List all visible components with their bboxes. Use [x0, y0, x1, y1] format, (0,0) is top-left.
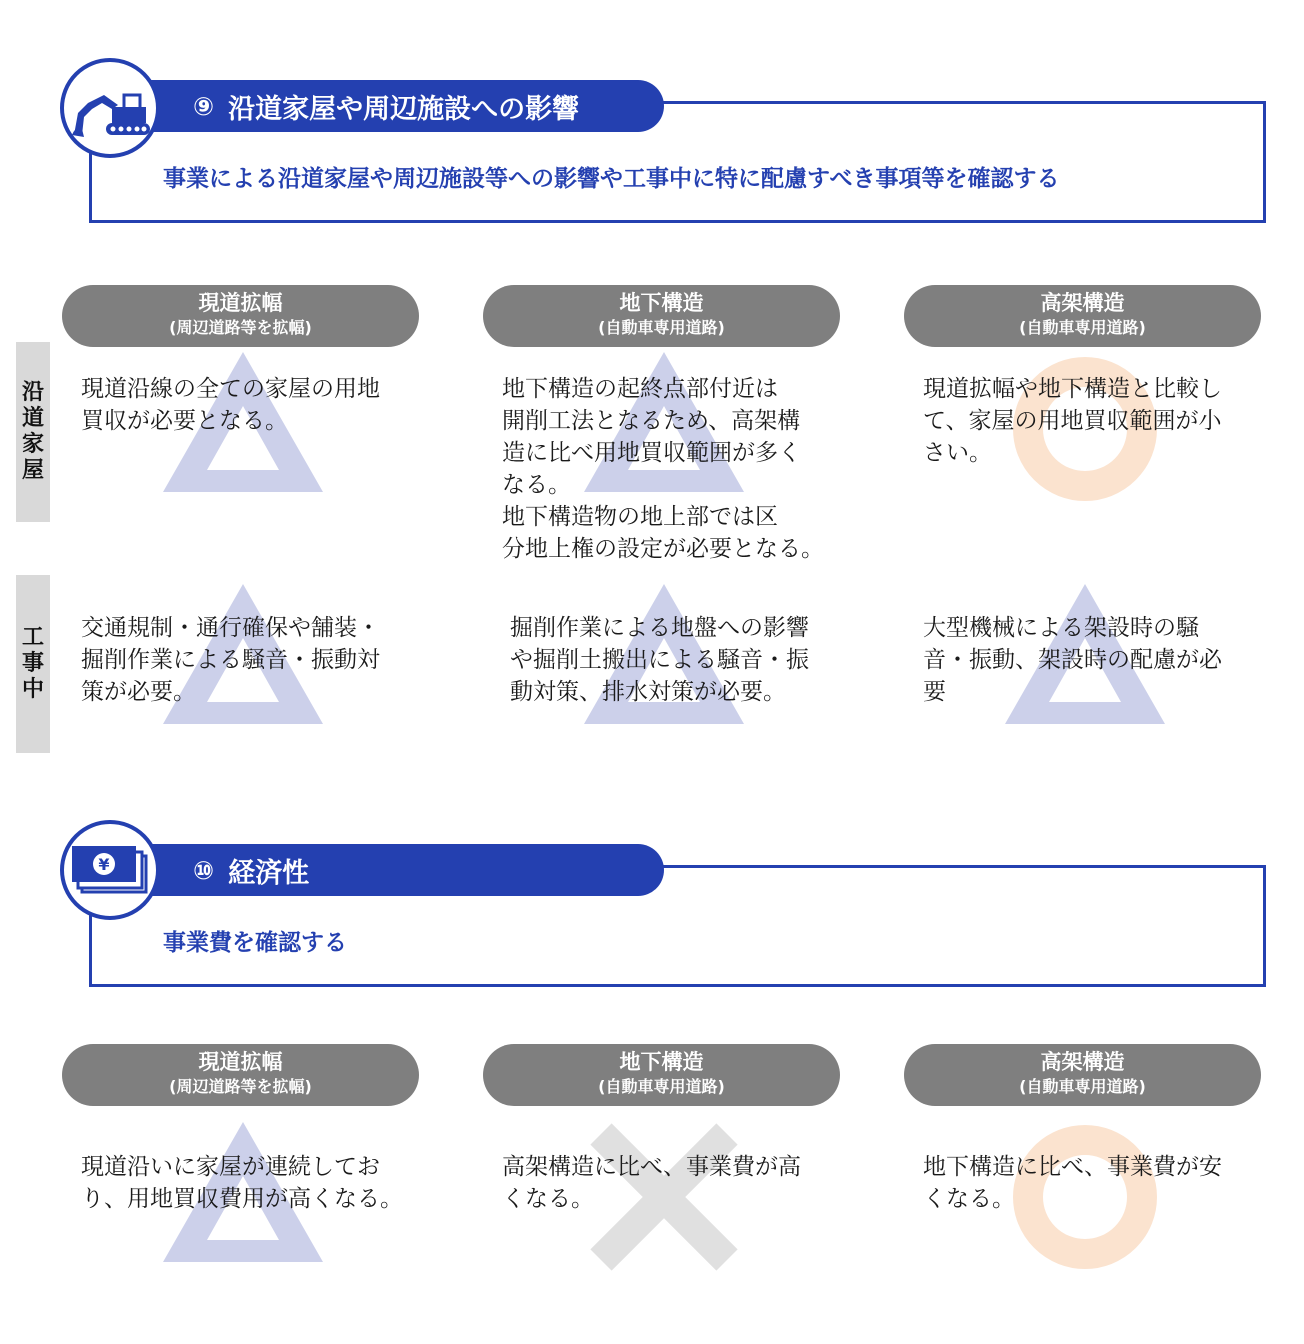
row-label-roadside-houses: 沿 道 家 屋	[16, 342, 50, 522]
yen-bills-icon	[68, 840, 152, 900]
header-subtitle: (周辺道路等を拡幅)	[169, 318, 312, 337]
section10-header-underground	[483, 1044, 840, 1106]
cell-houses-elevated: 現道拡幅や地下構造と比較し て、家屋の用地買収範囲が小 さい。	[923, 376, 1222, 466]
header-title: 現道拡幅	[198, 1050, 283, 1074]
header-title: 地下構造	[619, 291, 704, 315]
cell-construction-elevated: 大型機械による架設時の騒 音・振動、架設時の配慮が必 要	[923, 615, 1222, 705]
section9-title-bar	[89, 80, 664, 132]
section9-header-widening	[62, 285, 419, 347]
header-title: 現道拡幅	[198, 291, 283, 315]
excavator-icon	[68, 73, 152, 143]
header-subtitle: (周辺道路等を拡幅)	[169, 1077, 312, 1096]
cell-houses-widening: 現道沿線の全ての家屋の用地 買収が必要となる。	[81, 376, 380, 434]
section10-description: 事業費を確認する	[163, 930, 347, 956]
section9-description: 事業による沿道家屋や周辺施設等への影響や工事中に特に配慮すべき事項等を確認する	[163, 166, 1060, 192]
section9-number: ⑨	[193, 91, 215, 121]
header-subtitle: (自動車専用道路)	[598, 1077, 725, 1096]
cell-cost-elevated: 地下構造に比べ、事業費が安 くなる。	[923, 1154, 1222, 1212]
section9-header-elevated	[904, 285, 1261, 347]
cell-cost-widening: 現道沿いに家屋が連続してお り、用地買収費用が高くなる。	[81, 1154, 403, 1212]
header-subtitle: (自動車専用道路)	[1019, 318, 1146, 337]
section10-number: ⑩	[193, 855, 215, 885]
header-title: 高架構造	[1040, 291, 1125, 315]
cell-construction-underground: 掘削作業による地盤への影響 や掘削土搬出による騒音・振 動対策、排水対策が必要。	[510, 615, 809, 705]
yen-symbol: ¥	[98, 855, 110, 874]
section10-title-bar	[89, 844, 664, 896]
header-subtitle: (自動車専用道路)	[1019, 1077, 1146, 1096]
section9-title: 沿道家屋や周辺施設への影響	[228, 93, 580, 125]
cell-cost-underground: 高架構造に比べ、事業費が高 くなる。	[502, 1154, 801, 1212]
section9-icon-circle	[60, 58, 160, 158]
row-label-during-construction: 工 事 中	[16, 575, 50, 753]
section10-header-elevated	[904, 1044, 1261, 1106]
section10-icon-circle	[60, 820, 160, 920]
section10-header-widening	[62, 1044, 419, 1106]
section9-header-underground	[483, 285, 840, 347]
cell-construction-widening: 交通規制・通行確保や舗装・ 掘削作業による騒音・振動対 策が必要。	[81, 615, 380, 705]
cell-houses-underground: 地下構造の起終点部付近は 開削工法となるため、高架構 造に比べ用地買収範囲が多く なる。 地下構造物の地上部では区 分地上権の設定が必要となる。	[502, 376, 824, 562]
section10-title: 経済性	[228, 857, 310, 889]
header-subtitle: (自動車専用道路)	[598, 318, 725, 337]
header-title: 地下構造	[619, 1050, 704, 1074]
header-title: 高架構造	[1040, 1050, 1125, 1074]
